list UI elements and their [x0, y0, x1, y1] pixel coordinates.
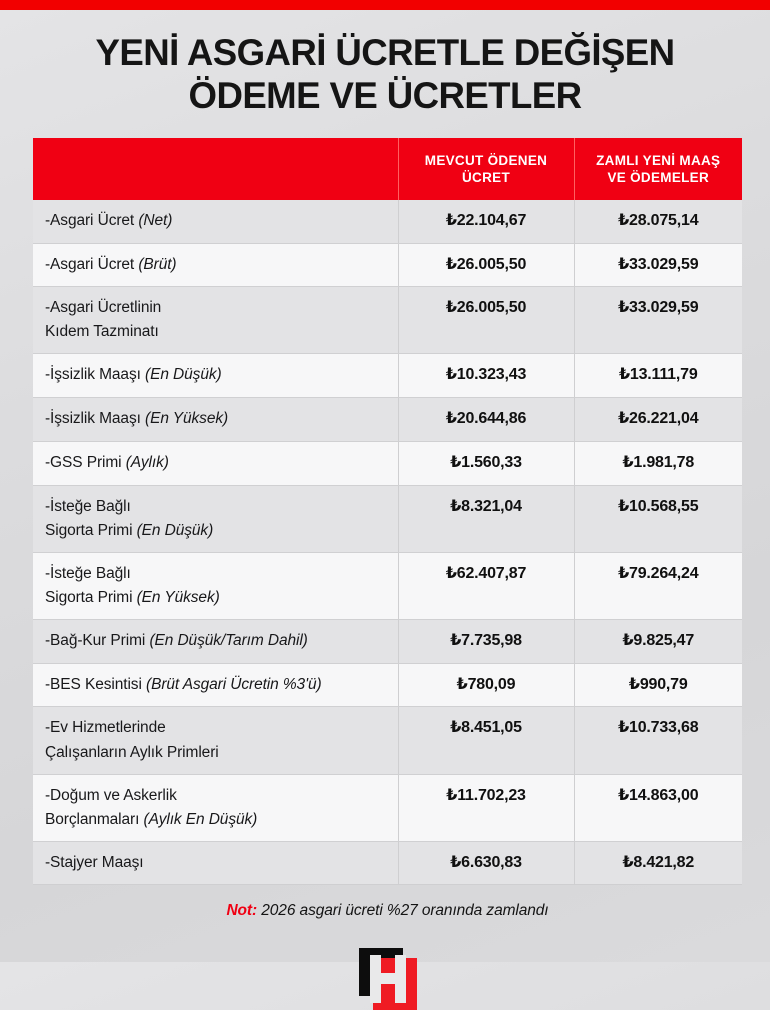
row-new-wage: ₺9.825,47 — [574, 619, 742, 663]
row-new-wage: ₺28.075,14 — [574, 200, 742, 243]
column-header-new-wage — [574, 138, 742, 200]
row-label-main: -Asgari Ücret — [45, 255, 139, 273]
row-new-wage: ₺10.568,55 — [574, 485, 742, 552]
row-label-line2-main: Sigorta Primi — [45, 588, 137, 606]
row-label-main: -BES Kesintisi — [45, 675, 147, 693]
row-label — [33, 619, 398, 663]
row-current-wage: ₺26.005,50 — [398, 287, 574, 354]
row-current-wage: ₺8.451,05 — [398, 707, 574, 774]
row-label-line2 — [45, 741, 394, 765]
wage-table-container — [33, 138, 742, 1010]
table-row — [33, 552, 742, 619]
row-label-qualifier: (En Düşük) — [145, 366, 222, 384]
row-label — [33, 200, 398, 243]
row-label-line2-main: Sigorta Primi — [45, 521, 137, 539]
table-row — [33, 707, 742, 774]
row-label — [33, 354, 398, 398]
row-label-main: -Doğum ve Askerlik — [45, 786, 177, 804]
row-label — [33, 552, 398, 619]
row-label-main: -Ev Hizmetlerinde — [45, 719, 166, 737]
row-current-wage: ₺6.630,83 — [398, 841, 574, 885]
row-label-qualifier: (Net) — [138, 211, 173, 229]
page-title-line-2: ÖDEME VE ÜCRETLER — [188, 74, 582, 116]
row-label-main: -Bağ-Kur Primi — [45, 631, 150, 649]
column-header-new-wage-line1: ZAMLI YENİ MAAŞ — [596, 152, 721, 168]
table-body — [33, 200, 742, 885]
row-new-wage: ₺1.981,78 — [574, 442, 742, 486]
row-label-line2 — [45, 586, 394, 610]
row-label-line2-qualifier: (Aylık En Düşük) — [143, 810, 258, 828]
row-label-main: -İşsizlik Maaşı — [45, 366, 146, 384]
row-label-main: -Stajyer Maaşı — [45, 853, 144, 871]
row-current-wage: ₺11.702,23 — [398, 774, 574, 841]
row-label-main: -Asgari Ücret — [45, 211, 139, 229]
row-label-qualifier: (En Yüksek) — [145, 410, 229, 428]
row-label — [33, 485, 398, 552]
column-header-new-wage-line2: VE ÖDEMELER — [607, 169, 710, 185]
row-new-wage: ₺79.264,24 — [574, 552, 742, 619]
table-row — [33, 619, 742, 663]
row-label-main: -İsteğe Bağlı — [45, 564, 131, 582]
footnote-text: 2026 asgari ücreti %27 oranında zamlandı — [257, 902, 549, 920]
row-label — [33, 243, 398, 287]
table-row — [33, 774, 742, 841]
footnote-lead: Not: — [226, 902, 258, 920]
row-current-wage: ₺10.323,43 — [398, 354, 574, 398]
column-header-current-wage-line2: ÜCRET — [462, 169, 510, 185]
row-current-wage: ₺20.644,86 — [398, 398, 574, 442]
page-title — [0, 10, 770, 126]
row-current-wage: ₺780,09 — [398, 663, 574, 707]
row-current-wage: ₺26.005,50 — [398, 243, 574, 287]
logo-container — [33, 948, 742, 1010]
row-new-wage: ₺13.111,79 — [574, 354, 742, 398]
table-row — [33, 287, 742, 354]
wage-table — [33, 138, 742, 886]
row-label-qualifier: (Brüt) — [138, 255, 177, 273]
row-new-wage: ₺26.221,04 — [574, 398, 742, 442]
row-new-wage: ₺10.733,68 — [574, 707, 742, 774]
row-label — [33, 442, 398, 486]
top-red-bar — [0, 0, 770, 10]
row-new-wage: ₺14.863,00 — [574, 774, 742, 841]
table-row — [33, 398, 742, 442]
row-label-qualifier: (En Düşük/Tarım Dahil) — [149, 631, 308, 649]
row-label-main: -GSS Primi — [45, 454, 126, 472]
row-label-main: -İsteğe Bağlı — [45, 497, 131, 515]
table-row — [33, 663, 742, 707]
row-label-line2-qualifier: (En Düşük) — [136, 521, 214, 539]
column-header-item — [33, 138, 398, 200]
row-label-main: -İşsizlik Maaşı — [45, 410, 146, 428]
row-current-wage: ₺22.104,67 — [398, 200, 574, 243]
column-header-current-wage — [398, 138, 574, 200]
row-label-qualifier: (Brüt Asgari Ücretin %3'ü) — [146, 675, 322, 693]
row-label-line2-qualifier: (En Yüksek) — [136, 588, 220, 606]
table-row — [33, 485, 742, 552]
hurriyet-logo-icon — [359, 948, 417, 1010]
row-new-wage: ₺8.421,82 — [574, 841, 742, 885]
row-new-wage: ₺33.029,59 — [574, 287, 742, 354]
table-row — [33, 243, 742, 287]
row-label-line2 — [45, 519, 394, 543]
table-header — [33, 138, 742, 200]
logo-h-crossbar — [370, 973, 406, 984]
row-label — [33, 774, 398, 841]
row-label-line2-main: Çalışanların Aylık Primleri — [45, 743, 219, 761]
row-label-line2-main: Kıdem Tazminatı — [45, 323, 159, 341]
row-label-line2 — [45, 808, 394, 832]
row-label — [33, 841, 398, 885]
footnote — [33, 902, 742, 920]
row-label-line2-main: Borçlanmaları — [45, 810, 144, 828]
table-row — [33, 354, 742, 398]
row-new-wage: ₺33.029,59 — [574, 243, 742, 287]
page-title-line-1: YENİ ASGARİ ÜCRETLE DEĞİŞEN — [95, 32, 675, 73]
table-row — [33, 841, 742, 885]
row-new-wage: ₺990,79 — [574, 663, 742, 707]
row-current-wage: ₺8.321,04 — [398, 485, 574, 552]
table-row — [33, 200, 742, 243]
table-row — [33, 442, 742, 486]
row-label-qualifier: (Aylık) — [125, 454, 169, 472]
row-label — [33, 287, 398, 354]
row-current-wage: ₺7.735,98 — [398, 619, 574, 663]
row-current-wage: ₺1.560,33 — [398, 442, 574, 486]
row-label — [33, 663, 398, 707]
row-label-main: -Asgari Ücretlinin — [45, 299, 162, 317]
row-label — [33, 707, 398, 774]
column-header-current-wage-line1: MEVCUT ÖDENEN — [424, 152, 548, 168]
row-label — [33, 398, 398, 442]
row-current-wage: ₺62.407,87 — [398, 552, 574, 619]
table-header-row — [33, 138, 742, 200]
row-label-line2 — [45, 320, 394, 344]
